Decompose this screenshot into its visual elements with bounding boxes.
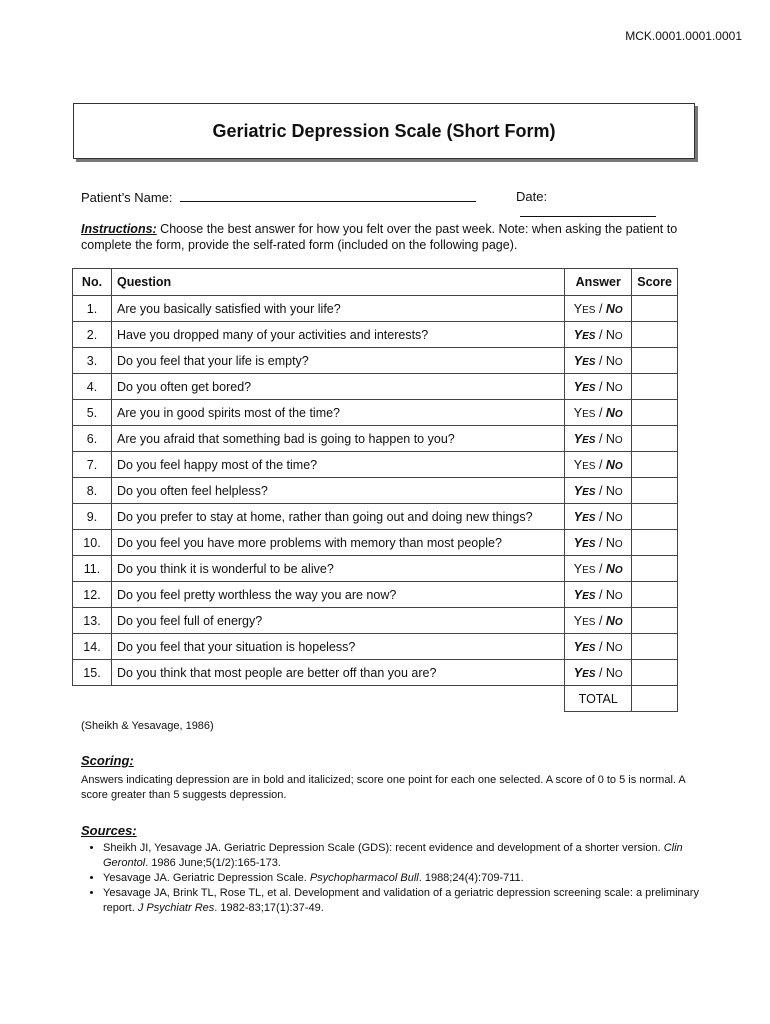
answer-separator: / [595, 353, 606, 368]
answer-no[interactable]: NO [605, 327, 623, 342]
scoring-heading: Scoring: [81, 753, 134, 768]
instructions-text: Choose the best answer for how you felt over the past week. Note: when asking the patient to complete the form, provide the self-rated form (included on the following page). [81, 222, 678, 252]
total-spacer [73, 686, 565, 712]
answer-yes[interactable]: YES [573, 405, 596, 420]
question-text: Do you feel happy most of the time? [111, 452, 564, 478]
question-number: 3. [73, 348, 112, 374]
question-number: 9. [73, 504, 112, 530]
score-cell[interactable] [632, 608, 678, 634]
patient-info-row [81, 189, 690, 205]
score-cell[interactable] [632, 322, 678, 348]
question-text: Are you basically satisfied with your life? [111, 296, 564, 322]
answer-yes[interactable]: YES [573, 561, 596, 576]
table-row [73, 322, 678, 348]
table-row [73, 296, 678, 322]
question-text: Do you feel you have more problems with memory than most people? [111, 530, 564, 556]
question-text: Are you afraid that something bad is going to happen to you? [111, 426, 564, 452]
total-score-cell[interactable] [632, 686, 678, 712]
question-number: 6. [73, 426, 112, 452]
sources-heading: Sources: [81, 823, 137, 838]
answer-separator: / [595, 405, 606, 420]
answer-separator: / [595, 665, 606, 680]
instructions-label: Instructions: [81, 222, 157, 236]
sources-list [81, 841, 713, 916]
question-text: Do you feel full of energy? [111, 608, 564, 634]
answer-no[interactable]: NO [605, 509, 623, 524]
score-cell[interactable] [632, 374, 678, 400]
score-cell[interactable] [632, 478, 678, 504]
source-item: • Sheikh JI, Yesavage JA. Geriatric Depression Scale (GDS): recent evidence and development of a shorter version. Clin Gerontol. 1986 June;5(1/2):165-173. [103, 841, 713, 871]
answer-separator: / [595, 561, 606, 576]
table-row [73, 556, 678, 582]
question-text: Do you often get bored? [111, 374, 564, 400]
question-number: 1. [73, 296, 112, 322]
question-text: Do you feel that your situation is hopeless? [111, 634, 564, 660]
answer-options[interactable] [565, 660, 632, 686]
answer-no[interactable]: NO [605, 431, 623, 446]
header-score: Score [632, 269, 678, 296]
citation: (Sheikh & Yesavage, 1986) [81, 720, 214, 732]
instructions [81, 221, 681, 253]
answer-no[interactable]: NO [605, 561, 623, 576]
score-cell[interactable] [632, 556, 678, 582]
answer-options[interactable] [565, 374, 632, 400]
table-header-row [73, 269, 678, 296]
question-number: 14. [73, 634, 112, 660]
answer-no[interactable]: NO [605, 353, 623, 368]
answer-no[interactable]: NO [605, 379, 623, 394]
source-item: • Yesavage JA, Brink TL, Rose TL, et al. Development and validation of a geriatric depression screening scale: a preliminary report. J Psychiatr Res. 1982-83;17(1):37-49. [103, 886, 713, 916]
answer-yes[interactable]: YES [573, 327, 596, 342]
date-label: Date: [516, 189, 548, 204]
table-row [73, 400, 678, 426]
answer-separator: / [595, 379, 606, 394]
table-row [73, 426, 678, 452]
gds-table [72, 268, 678, 712]
scoring-text: Answers indicating depression are in bold and italicized; score one point for each one selected. A score of 0 to 5 is normal. A score greater than 5 suggests depression. [81, 774, 686, 801]
answer-separator: / [595, 639, 606, 654]
question-text: Are you in good spirits most of the time? [111, 400, 564, 426]
date-group [516, 189, 690, 220]
header-answer: Answer [565, 269, 632, 296]
answer-separator: / [595, 301, 606, 316]
table-row [73, 530, 678, 556]
answer-yes[interactable]: YES [573, 665, 596, 680]
score-cell[interactable] [632, 634, 678, 660]
question-number: 10. [73, 530, 112, 556]
answer-options[interactable] [565, 426, 632, 452]
answer-yes[interactable]: YES [573, 587, 596, 602]
patient-name-label: Patient’s Name: [81, 190, 173, 205]
answer-separator: / [595, 587, 606, 602]
answer-options[interactable] [565, 582, 632, 608]
answer-options[interactable] [565, 530, 632, 556]
score-cell[interactable] [632, 504, 678, 530]
score-cell[interactable] [632, 400, 678, 426]
answer-separator: / [595, 457, 606, 472]
score-cell[interactable] [632, 530, 678, 556]
answer-separator: / [595, 613, 606, 628]
document-id: MCK.0001.0001.0001 [625, 29, 742, 43]
question-text: Do you often feel helpless? [111, 478, 564, 504]
answer-separator: / [595, 535, 606, 550]
score-cell[interactable] [632, 582, 678, 608]
question-number: 5. [73, 400, 112, 426]
question-text: Do you think it is wonderful to be alive? [111, 556, 564, 582]
answer-yes[interactable]: YES [573, 379, 596, 394]
question-number: 13. [73, 608, 112, 634]
score-cell[interactable] [632, 452, 678, 478]
table-row [73, 608, 678, 634]
question-number: 4. [73, 374, 112, 400]
table-row [73, 374, 678, 400]
answer-no[interactable]: NO [605, 587, 623, 602]
answer-options[interactable] [565, 296, 632, 322]
question-text: Have you dropped many of your activities and interests? [111, 322, 564, 348]
table-row [73, 348, 678, 374]
answer-no[interactable]: NO [605, 457, 623, 472]
answer-options[interactable] [565, 634, 632, 660]
source-item: • Yesavage JA. Geriatric Depression Scale. Psychopharmacol Bull. 1988;24(4):709-711. [103, 871, 713, 886]
header-no: No. [73, 269, 112, 296]
score-cell[interactable] [632, 660, 678, 686]
answer-separator: / [595, 509, 606, 524]
question-number: 7. [73, 452, 112, 478]
total-label: TOTAL [565, 686, 632, 712]
answer-yes[interactable]: YES [573, 483, 596, 498]
question-number: 12. [73, 582, 112, 608]
patient-name-field[interactable] [180, 189, 476, 202]
question-text: Do you feel that your life is empty? [111, 348, 564, 374]
answer-options[interactable] [565, 348, 632, 374]
table-row [73, 504, 678, 530]
answer-options[interactable] [565, 452, 632, 478]
table-row [73, 478, 678, 504]
question-number: 2. [73, 322, 112, 348]
score-cell[interactable] [632, 426, 678, 452]
form-title-box [73, 103, 695, 159]
answer-separator: / [595, 431, 606, 446]
answer-yes[interactable]: YES [573, 639, 596, 654]
question-number: 8. [73, 478, 112, 504]
answer-no[interactable]: NO [605, 613, 623, 628]
question-text: Do you feel pretty worthless the way you are now? [111, 582, 564, 608]
answer-options[interactable] [565, 322, 632, 348]
answer-no[interactable]: NO [605, 301, 623, 316]
header-question: Question [111, 269, 564, 296]
answer-separator: / [595, 483, 606, 498]
answer-separator: / [595, 327, 606, 342]
answer-options[interactable] [565, 504, 632, 530]
answer-yes[interactable]: YES [573, 535, 596, 550]
answer-yes[interactable]: YES [573, 457, 596, 472]
answer-no[interactable]: NO [605, 483, 623, 498]
question-number: 15. [73, 660, 112, 686]
date-field[interactable] [520, 204, 656, 217]
table-row [73, 660, 678, 686]
answer-no[interactable]: NO [605, 535, 623, 550]
answer-options[interactable] [565, 478, 632, 504]
table-row [73, 582, 678, 608]
question-text: Do you think that most people are better off than you are? [111, 660, 564, 686]
answer-no[interactable]: NO [605, 665, 623, 680]
answer-yes[interactable]: YES [573, 431, 596, 446]
answer-yes[interactable]: YES [573, 301, 596, 316]
answer-no[interactable]: NO [605, 639, 623, 654]
answer-yes[interactable]: YES [573, 509, 596, 524]
score-cell[interactable] [632, 296, 678, 322]
page-title: Geriatric Depression Scale (Short Form) [212, 120, 556, 141]
table-row [73, 634, 678, 660]
question-number: 11. [73, 556, 112, 582]
answer-no[interactable]: NO [605, 405, 623, 420]
answer-options[interactable] [565, 556, 632, 582]
table-row [73, 452, 678, 478]
score-cell[interactable] [632, 348, 678, 374]
answer-options[interactable] [565, 608, 632, 634]
total-row [73, 686, 678, 712]
answer-yes[interactable]: YES [573, 353, 596, 368]
question-text: Do you prefer to stay at home, rather than going out and doing new things? [111, 504, 564, 530]
answer-options[interactable] [565, 400, 632, 426]
answer-yes[interactable]: YES [573, 613, 596, 628]
